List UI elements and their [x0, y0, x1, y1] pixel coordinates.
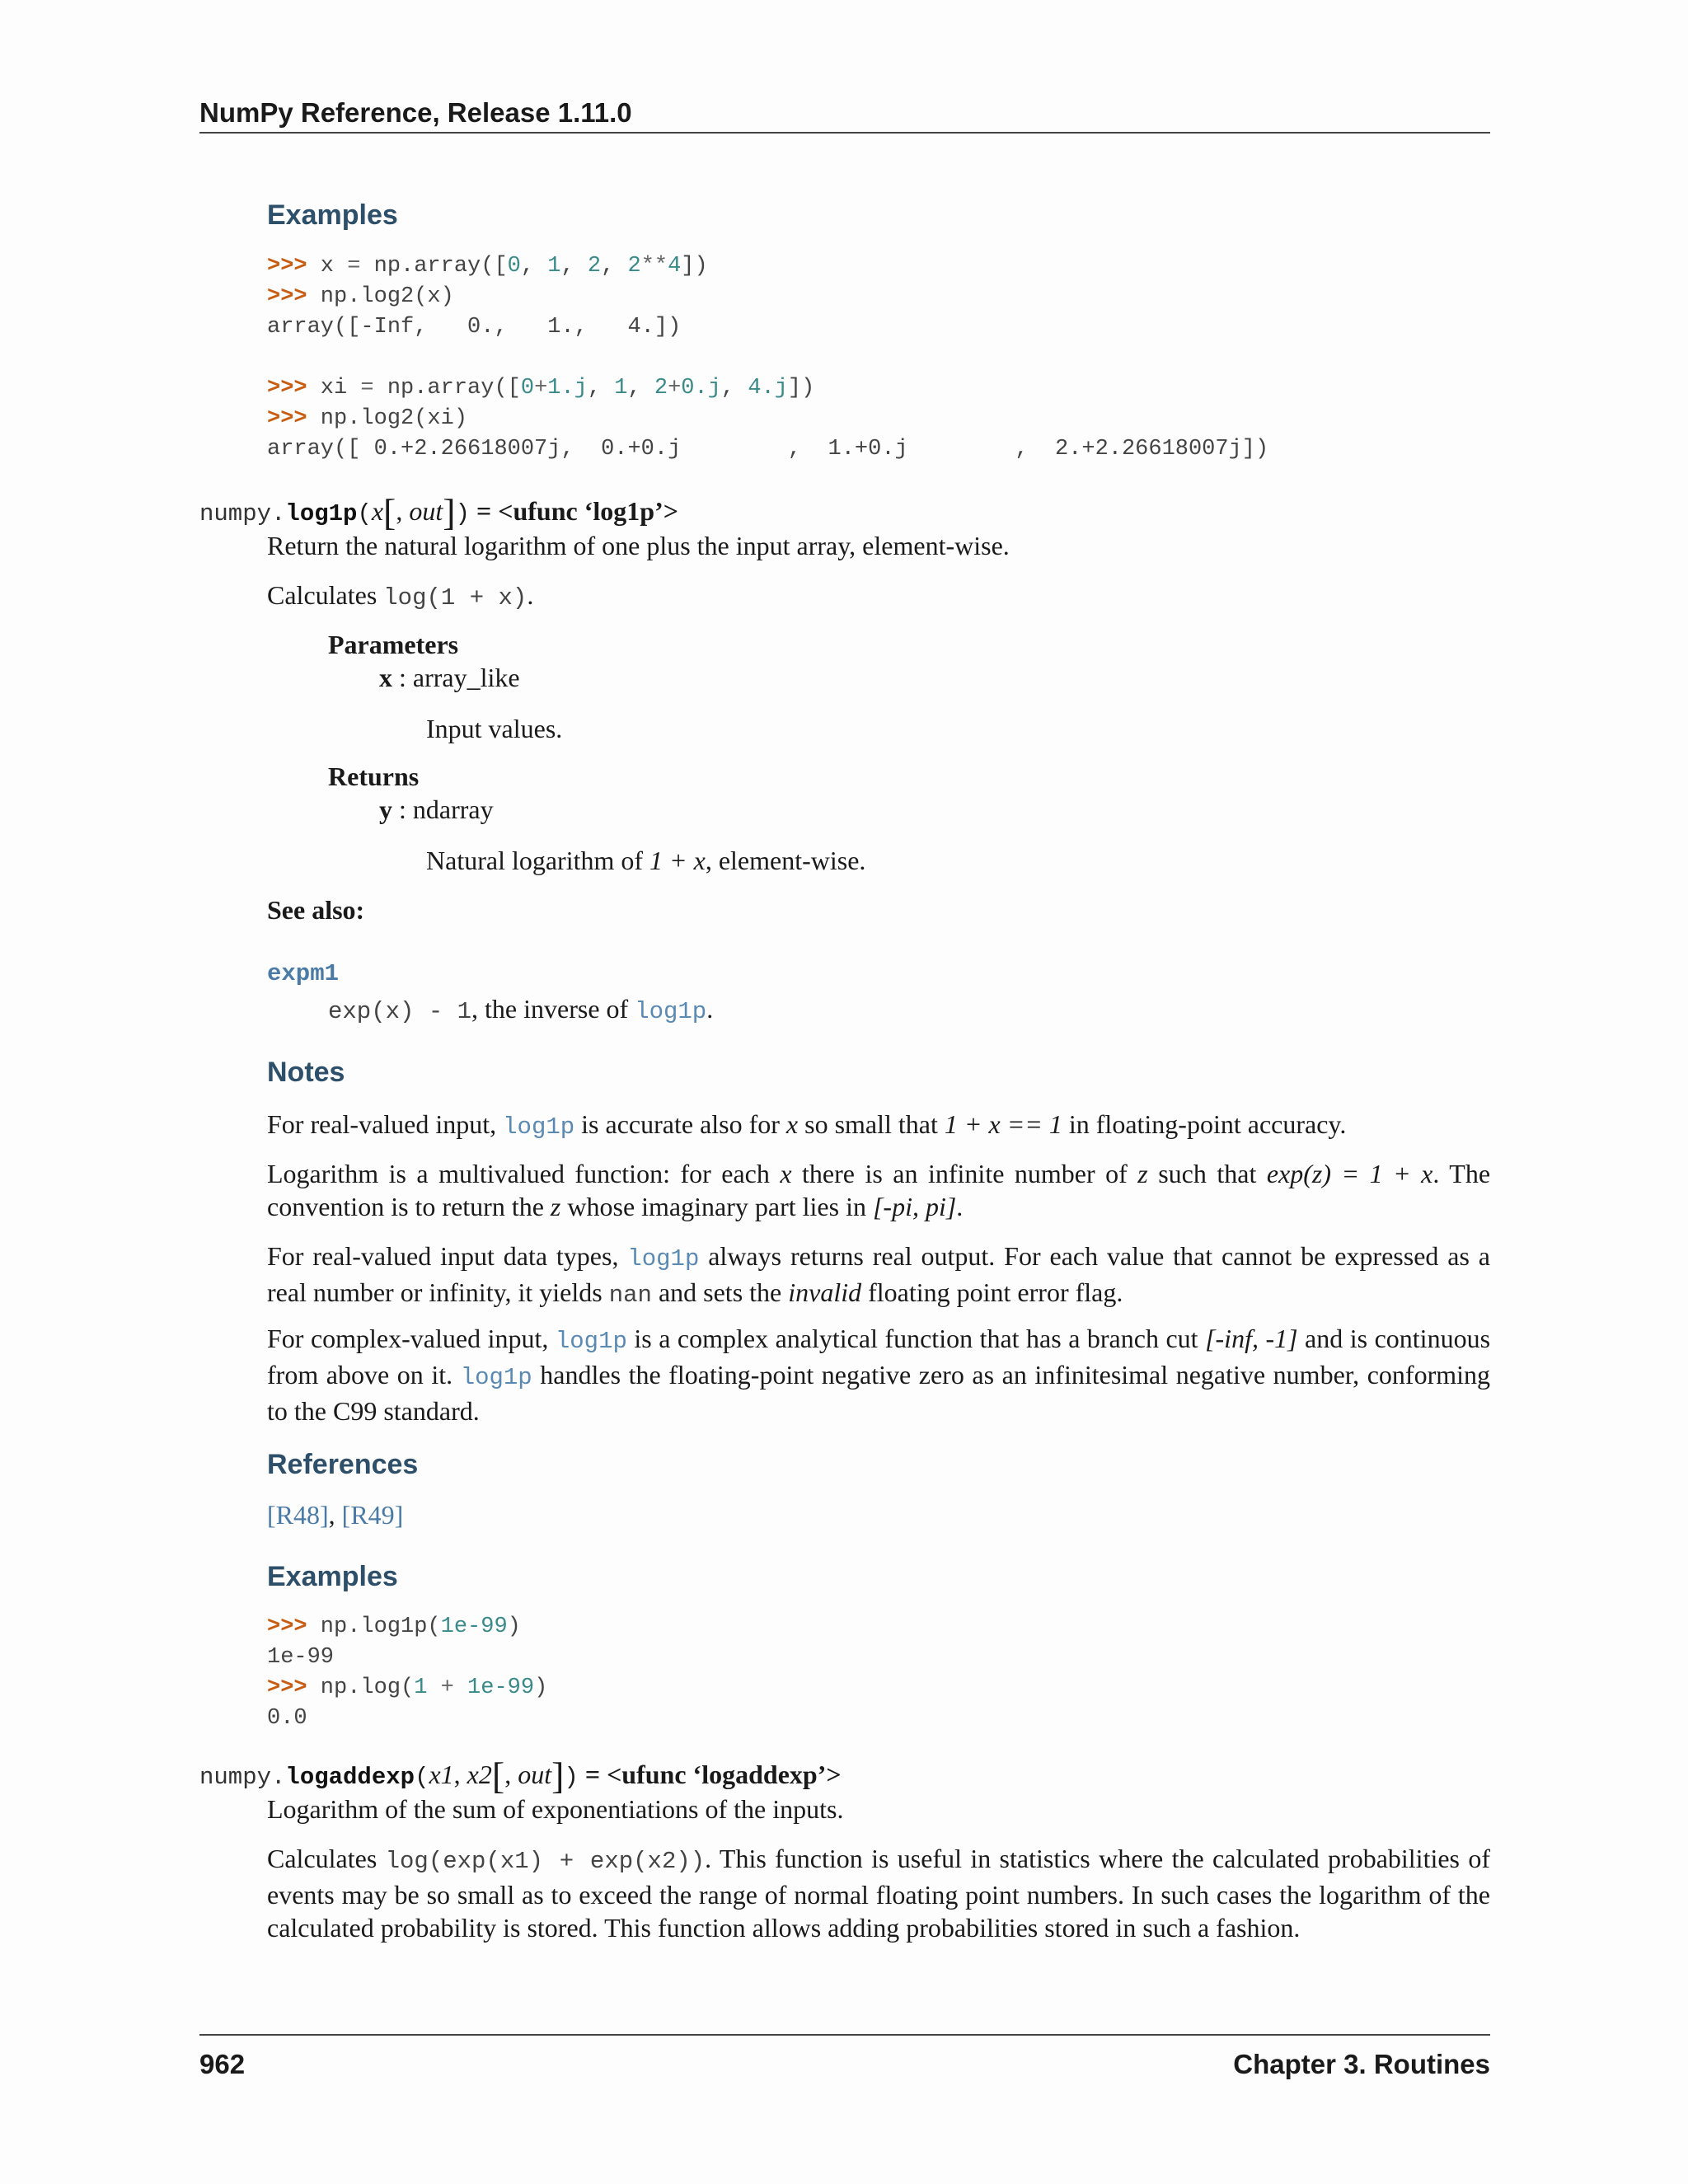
sig-paren: (: [415, 1764, 429, 1791]
function-signature-log1p: [199, 491, 678, 533]
emphasis: invalid: [788, 1277, 862, 1307]
code-block-log1p: [267, 1612, 547, 1734]
text: .: [527, 580, 534, 610]
sig-paren: (: [357, 500, 372, 527]
page-number: 962: [199, 2049, 246, 2079]
param-name: x: [379, 663, 392, 692]
text: is a complex analytical function that has a branch cut: [626, 1324, 1206, 1353]
text: Calculates: [267, 1844, 386, 1873]
text: Calculates: [267, 580, 384, 610]
code-number: 1: [547, 254, 561, 279]
inline-code: exp(x) - 1: [328, 998, 472, 1025]
code-prompt: >>>: [267, 376, 307, 401]
log1p-link[interactable]: log1p: [627, 1245, 700, 1272]
code-output: 0.0: [267, 1706, 307, 1731]
code-number: 4.j: [748, 376, 788, 401]
text: For real-valued input,: [267, 1109, 504, 1139]
sig-arg: x2: [467, 1760, 492, 1789]
reference-link-r48[interactable]: [R48]: [267, 1500, 329, 1530]
math: x: [785, 1109, 799, 1139]
return-type: : ndarray: [392, 794, 494, 824]
param-x: [379, 661, 520, 694]
code-text: ): [534, 1675, 548, 1700]
code-op: +: [668, 376, 682, 401]
math: [-pi, pi]: [872, 1192, 957, 1221]
code-number: 2: [627, 254, 641, 279]
text: .: [706, 994, 714, 1024]
page-header: [199, 92, 1490, 134]
code-text: ): [507, 1615, 521, 1639]
notes-paragraph-2: [267, 1157, 1490, 1223]
code-text: xi: [307, 376, 361, 401]
code-op: =: [360, 376, 374, 401]
references-list: [267, 1498, 403, 1531]
sig-module: numpy.: [199, 1764, 286, 1791]
code-text: ,: [587, 376, 615, 401]
code-prompt: >>>: [267, 254, 307, 279]
text: Natural logarithm of: [426, 846, 650, 875]
see-also-desc: [328, 992, 713, 1029]
math: z: [1137, 1159, 1148, 1188]
sig-name: log1p: [285, 500, 358, 527]
text: For real-valued input data types,: [267, 1241, 628, 1271]
text: handles the floating-point negative zero as an infinitesimal negative number, conforming to the C99 standard.: [267, 1360, 1491, 1426]
return-y: [379, 793, 494, 826]
code-op: +: [427, 1675, 468, 1700]
math: x: [780, 1159, 792, 1188]
text: . The convention is to return the: [267, 1159, 1491, 1221]
references-heading: References: [267, 1449, 419, 1480]
code-text: ,: [720, 376, 748, 401]
sig-ufunc: = <ufunc ‘logaddexp’>: [578, 1760, 842, 1789]
notes-paragraph-4: [267, 1322, 1490, 1427]
notes-heading: Notes: [267, 1057, 345, 1088]
text: .: [956, 1192, 964, 1221]
code-number: 1: [414, 1675, 428, 1700]
code-text: np.log2(x): [307, 284, 454, 309]
text: ,: [328, 1500, 342, 1530]
code-output: 1e-99: [267, 1645, 335, 1670]
sig-ufunc: = <ufunc ‘log1p’>: [470, 496, 678, 526]
text: , the inverse of: [471, 994, 635, 1024]
notes-paragraph-3: [267, 1240, 1490, 1312]
code-text: x: [307, 254, 348, 279]
returns-heading: Returns: [328, 762, 420, 791]
inline-code: log(1 + x): [383, 584, 528, 612]
see-also-heading: See also:: [267, 895, 365, 925]
math: [-inf, -1]: [1205, 1324, 1298, 1353]
text: whose imaginary part lies in: [560, 1192, 873, 1221]
logaddexp-summary: Logarithm of the sum of exponentiations of the inputs.: [267, 1794, 844, 1824]
code-number: 1: [614, 376, 628, 401]
header-title: NumPy Reference, Release 1.11.0: [199, 97, 632, 128]
examples-heading: Examples: [267, 1561, 398, 1592]
inline-code: log(exp(x1) + exp(x2)): [385, 1848, 706, 1875]
sig-bracket: ]: [443, 491, 456, 533]
code-number: 2: [587, 254, 602, 279]
sig-bracket: [: [491, 1755, 505, 1797]
reference-link-r49[interactable]: [R49]: [341, 1500, 404, 1530]
code-number: 2: [654, 376, 668, 401]
text: . This function is useful in statistics where the calculated probabilities of events may be so small as to exceed the range of normal floating point numbers. In such cases the logarithm of the calculated probability is stored. This function allows adding probabilities stored in such a fashion.: [267, 1844, 1491, 1943]
text: and sets the: [651, 1277, 789, 1307]
see-also-expm1-link[interactable]: expm1: [267, 960, 340, 987]
text: so small that: [798, 1109, 945, 1139]
code-prompt: >>>: [267, 406, 307, 431]
log1p-summary: Return the natural logarithm of one plus the input array, element-wise.: [267, 531, 1010, 560]
code-number: 1e-99: [440, 1615, 508, 1639]
code-text: ,: [601, 254, 628, 279]
return-y-desc: [426, 844, 865, 877]
code-number: 0.j: [681, 376, 721, 401]
page-footer: [199, 2034, 1490, 2093]
sig-bracket: [: [383, 491, 396, 533]
code-prompt: >>>: [267, 284, 307, 309]
sig-module: numpy.: [199, 500, 286, 527]
code-text: ]): [681, 254, 708, 279]
math: z: [550, 1192, 561, 1221]
return-name: y: [379, 794, 392, 824]
text: Logarithm is a multivalued function: for each: [267, 1159, 781, 1188]
code-number: 0: [520, 376, 535, 401]
code-block-log2: [267, 251, 1268, 465]
sig-bracket: ]: [551, 1755, 565, 1797]
code-text: ,: [560, 254, 588, 279]
text: there is an infinite number of: [791, 1159, 1138, 1188]
sig-paren: ): [455, 500, 470, 527]
logaddexp-calculates: [267, 1842, 1490, 1944]
examples-heading: Examples: [267, 199, 398, 231]
text: in floating-point accuracy.: [1062, 1109, 1347, 1139]
text: floating point error flag.: [861, 1277, 1123, 1307]
code-number: 1e-99: [467, 1675, 535, 1700]
notes-paragraph-1: [267, 1108, 1490, 1144]
log1p-link[interactable]: log1p: [555, 1328, 627, 1355]
log1p-link[interactable]: log1p: [460, 1364, 532, 1391]
sig-arg: x1: [429, 1760, 454, 1789]
code-text: ]): [787, 376, 815, 401]
code-number: 0: [507, 254, 521, 279]
code-text: np.array([: [373, 376, 521, 401]
code-number: 1.j: [547, 376, 588, 401]
code-number: 4: [668, 254, 682, 279]
log1p-link[interactable]: log1p: [503, 1113, 575, 1141]
text: such that: [1147, 1159, 1267, 1188]
code-text: ,: [627, 376, 654, 401]
code-prompt: >>>: [267, 1675, 307, 1700]
inline-code: nan: [608, 1282, 652, 1309]
log1p-calculates: [267, 579, 533, 615]
sig-name: logaddexp: [285, 1764, 415, 1791]
code-output: array([ 0.+2.26618007j, 0.+0.j , 1.+0.j , 2.+2.26618007j]): [267, 437, 1269, 462]
sig-comma: ,: [396, 496, 410, 526]
function-signature-logaddexp: [199, 1755, 842, 1797]
code-text: np.log2(xi): [307, 406, 468, 431]
code-output: array([-Inf, 0., 1., 4.]): [267, 315, 682, 340]
text: For complex-valued input,: [267, 1324, 556, 1353]
log1p-link[interactable]: log1p: [635, 998, 707, 1025]
math: 1 + x: [649, 846, 706, 875]
chapter-title: Chapter 3. Routines: [1233, 2049, 1490, 2079]
text: and is continuous from above on it.: [267, 1324, 1491, 1390]
code-op: **: [640, 254, 668, 279]
sig-arg-out: out: [409, 496, 443, 526]
sig-comma: ,: [504, 1760, 518, 1789]
code-text: np.array([: [360, 254, 508, 279]
sig-arg-out: out: [518, 1760, 552, 1789]
parameters-heading: Parameters: [328, 630, 459, 659]
code-text: ,: [520, 254, 548, 279]
math: exp(z) = 1 + x: [1266, 1159, 1433, 1188]
param-type: : array_like: [392, 663, 520, 692]
sig-arg: x: [371, 496, 384, 526]
text: is accurate also for: [574, 1109, 786, 1139]
code-op: +: [534, 376, 548, 401]
code-text: np.log(: [307, 1675, 415, 1700]
code-op: =: [347, 254, 361, 279]
param-x-desc: Input values.: [426, 714, 563, 743]
text: , element-wise.: [705, 846, 866, 875]
sig-paren: ): [564, 1764, 579, 1791]
code-prompt: >>>: [267, 1615, 307, 1639]
code-text: np.log1p(: [307, 1615, 441, 1639]
text: always returns real output. For each value that cannot be expressed as a real number or infinity, it yields: [267, 1241, 1491, 1307]
sig-comma: ,: [453, 1760, 467, 1789]
math: 1 + x == 1: [944, 1109, 1062, 1139]
